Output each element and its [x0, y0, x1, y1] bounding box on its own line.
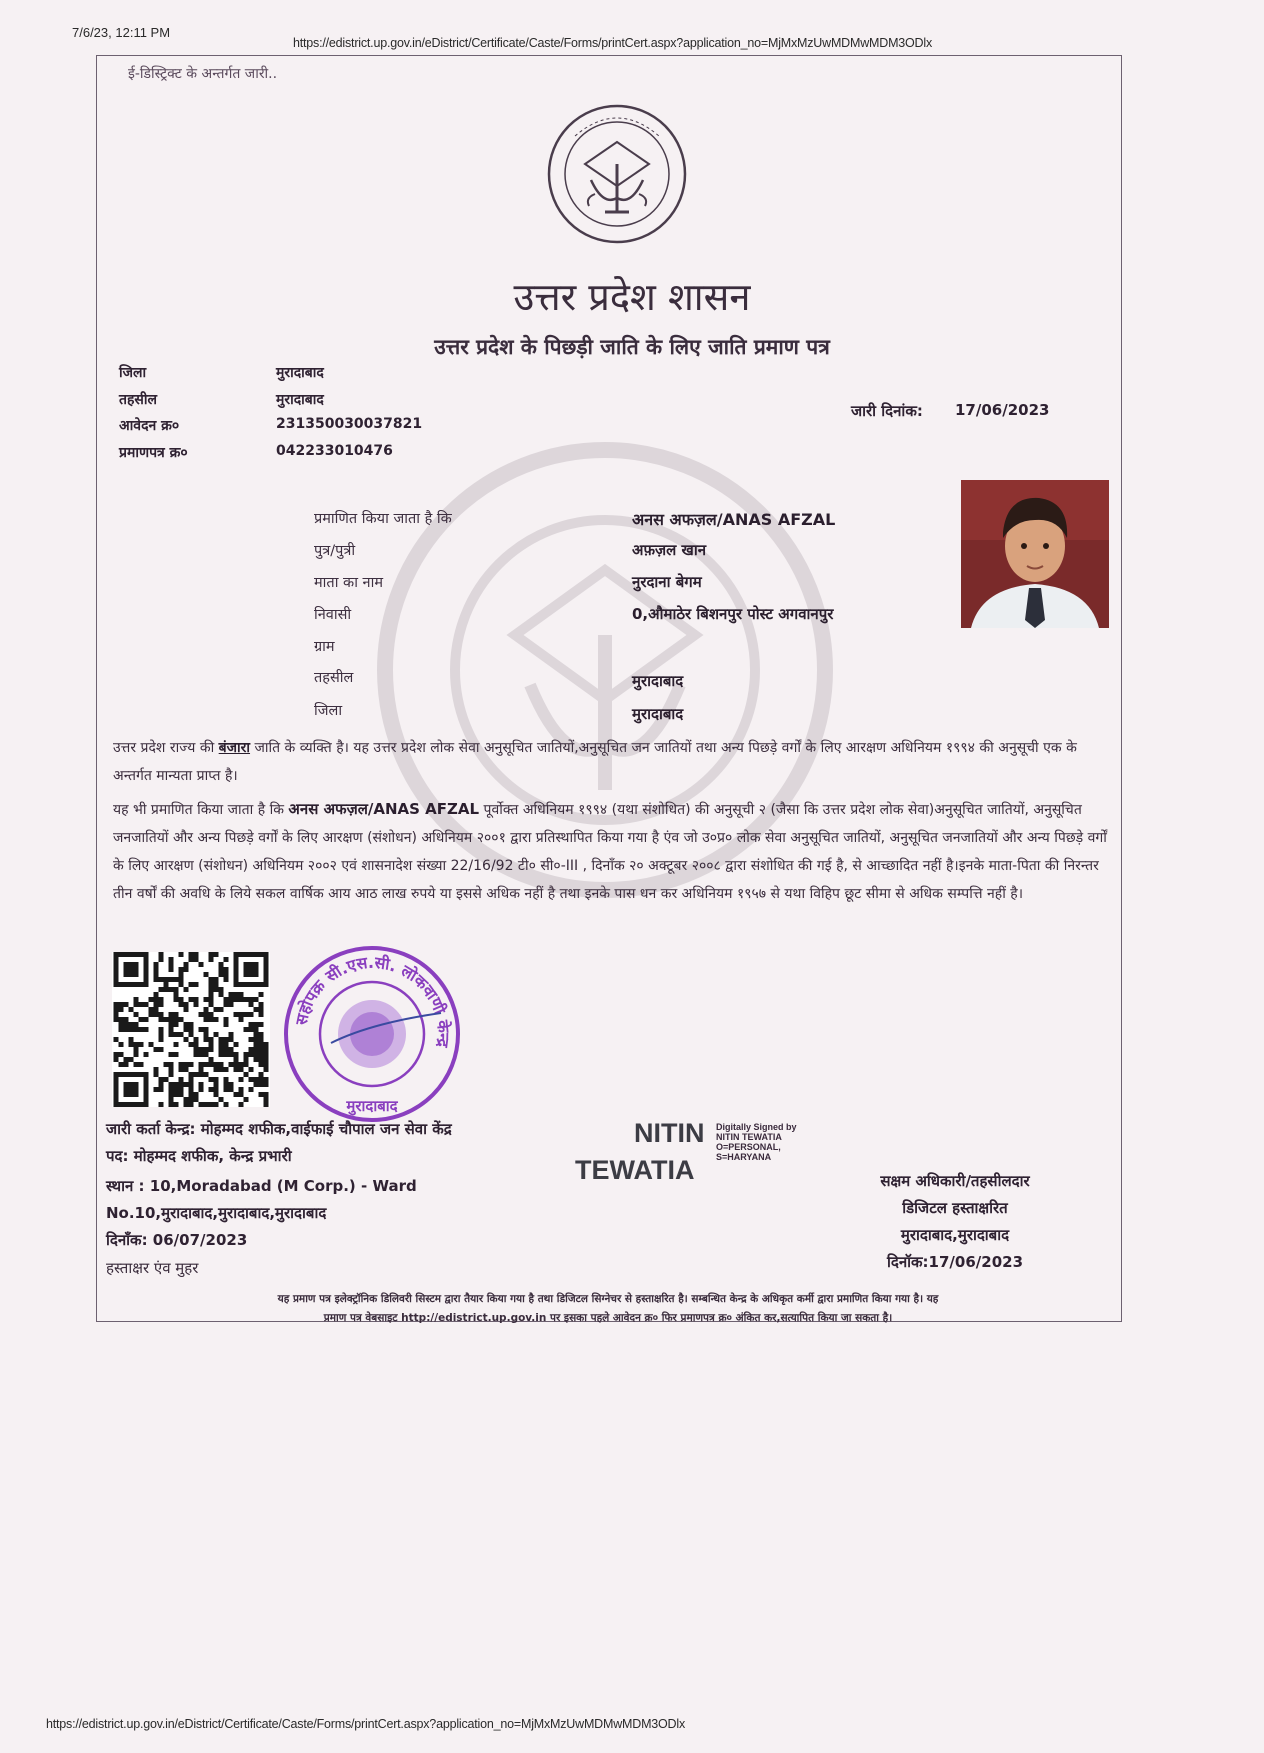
meta-district-label: जिला: [119, 365, 147, 381]
caste-name: बंजारा: [218, 740, 251, 756]
para2-applicant-name: अनस अफज़ल/ANAS AFZAL: [288, 800, 480, 818]
digital-signature-details: [716, 1122, 797, 1162]
issued-under-text: ई-डिस्ट्रिक्ट के अन्तर्गत जारी..: [128, 66, 278, 82]
authority-digital-signed: डिजिटल हस्ताक्षरित: [902, 1199, 1008, 1217]
person-district-label: जिला: [314, 703, 343, 719]
para2-intro: यह भी प्रमाणित किया जाता है कि: [113, 802, 289, 818]
government-title: उत्तर प्रदेश शासन: [513, 275, 751, 319]
lokvani-kendra-stamp: [281, 943, 463, 1125]
signature-detail-1: Digitally Signed by: [716, 1122, 797, 1132]
up-government-emblem: [545, 102, 689, 246]
applicant-photo: [961, 480, 1109, 628]
issuing-center: जारी कर्ता केन्द्र: मोहम्मद शफीक,वाईफाई चौपाल जन सेवा केंद्र: [106, 1120, 452, 1138]
father-name: अफ़ज़ल खान: [632, 541, 707, 559]
person-tehsil-label: तहसील: [314, 670, 354, 686]
meta-tehsil-label: तहसील: [119, 392, 157, 408]
verification-qr-code[interactable]: [112, 952, 270, 1107]
meta-application-number: 231350030037821: [276, 416, 423, 432]
footer-note-line2: प्रमाण पत्र वेबसाइट http://edistrict.up.gov.in पर इसका पहले आवेदन क्र० फिर प्रमाणपत्र क्र० अंकित कर,सत्यापित किया जा सकता है।: [323, 1312, 893, 1324]
stamp-place: मुरादाबाद: [346, 1097, 398, 1115]
footer-note-line1: यह प्रमाण पत्र इलेक्ट्रॉनिक डिलिवरी सिस्टम द्वारा तैयार किया गया है तथा डिजिटल सिग्नेचर से हस्ताक्षरित है। सम्बन्धित केन्द्र के अधिकृत कर्मी द्वारा प्रमाणित किया गया है। यह: [277, 1293, 939, 1305]
signature-detail-4: S=HARYANA: [716, 1152, 772, 1162]
sign-and-seal-label: हस्ताक्षर एंव मुहर: [106, 1259, 199, 1277]
signature-detail-2: NITIN TEWATIA: [716, 1132, 782, 1142]
creamy-layer-paragraph: [113, 795, 1111, 908]
print-url-header: https://edistrict.up.gov.in/eDistrict/Certificate/Caste/Forms/printCert.aspx?application_no=MjMxMzUwMDMwMDM3ODlx: [293, 36, 933, 50]
meta-certificate-label: प्रमाणपत्र क्र०: [119, 445, 188, 461]
footer-verification-note: [100, 1290, 1116, 1328]
authority-location: मुरादाबाद,मुरादाबाद: [900, 1226, 1010, 1244]
issuer-post: पद: मोहम्मद शफीक, केन्द्र प्रभारी: [106, 1147, 292, 1165]
para1-intro: उत्तर प्रदेश राज्य की: [113, 740, 219, 756]
meta-district-value: मुरादाबाद: [276, 365, 324, 381]
applicant-name: अनस अफज़ल/ANAS AFZAL: [632, 510, 836, 529]
caste-paragraph: [113, 734, 1111, 790]
print-timestamp: 7/6/23, 12:11 PM: [72, 25, 171, 40]
issuer-place-line1: स्थान : 10,Moradabad (M Corp.) - Ward: [106, 1177, 417, 1195]
para2-text: पूर्वोक्त अधिनियम १९९४ (यथा संशोधित) की अनुसूची २ (जैसा कि उत्तर प्रदेश लोक सेवा)अनुसूचित जातियों, अनुसूचित जनजातियों और अन्य पिछड़े वर्गों के लिए आरक्षण (संशोधन) अधिनियम २००१ द्वारा प्रतिस्थापित किया गया है एंव जो उ०प्र० लोक सेवा अनुसूचित जातियों, अनुसूचित जनजातियों और अन्य पिछड़े वर्गों के लिए आरक्षण (संशोधन) अधिनियम २००२ एवं शासनादेश संख्या 22/16/92 टी० सी०-III , दिनाँक २० अक्टूबर २००८ द्वारा संशोधित की गई है, से आच्छादित नहीं है।इनके माता-पिता की निरन्तर तीन वर्षों की अवधि के लिये सकल वार्षिक आय आठ लाख रुपये या इससे अधिक नहीं है तथा इनके पास धन कर अधिनियम १९५७ से यथा विहिप छूट सीमा से अधिक सम्पत्ति नहीं है।: [113, 802, 1107, 902]
person-tehsil-value: मुरादाबाद: [632, 672, 684, 690]
digital-signer-last-name: TEWATIA: [575, 1155, 695, 1185]
father-label: पुत्र/पुत्री: [314, 543, 356, 559]
resident-label: निवासी: [314, 607, 352, 623]
competent-authority-block: [840, 1168, 1070, 1276]
signature-detail-3: O=PERSONAL,: [716, 1142, 781, 1152]
authority-date: दिनॉक:17/06/2023: [886, 1253, 1024, 1271]
meta-tehsil-value: मुरादाबाद: [276, 392, 324, 408]
authority-title: सक्षम अधिकारी/तहसीलदार: [880, 1172, 1030, 1190]
para1-text: जाति के व्यक्ति है। यह उत्तर प्रदेश लोक सेवा अनुसूचित जातियों,अनुसूचित जन जातियों तथा अन्य पिछड़े वर्गों के लिए आरक्षण अधिनियम १९९४ की अनुसूची एक के अन्तर्गत मान्यता प्राप्त है।: [113, 740, 1077, 784]
issuer-date: दिनाँक: 06/07/2023: [106, 1231, 248, 1249]
person-district-value: मुरादाबाद: [632, 705, 684, 723]
print-url-footer: https://edistrict.up.gov.in/eDistrict/Certificate/Caste/Forms/printCert.aspx?application_no=MjMxMzUwMDMwMDM3ODlx: [46, 1717, 686, 1731]
mother-name: नुरदाना बेगम: [632, 573, 702, 591]
certificate-subtitle: उत्तर प्रदेश के पिछड़ी जाति के लिए जाति प्रमाण पत्र: [434, 335, 830, 359]
mother-label: माता का नाम: [314, 575, 384, 591]
village-label: ग्राम: [314, 639, 335, 655]
issuer-place-line2: No.10,मुरादाबाद,मुरादाबाद,मुरादाबाद: [106, 1204, 327, 1222]
issue-date-label: जारी दिनांक:: [851, 402, 923, 420]
issue-date-value: 17/06/2023: [955, 401, 1050, 419]
resident-address: 0,औमाठेर बिशनपुर पोस्ट अगवानपुर: [632, 605, 834, 623]
meta-application-label: आवेदन क्र०: [119, 418, 180, 434]
digital-signer-first-name: NITIN: [634, 1118, 705, 1148]
certified-label: प्रमाणित किया जाता है कि: [314, 511, 452, 527]
stamp-ring-text: सहोपक्र सी.एस.सी. लोकवाणी केन्द्र: [291, 952, 454, 1049]
meta-certificate-number: 042233010476: [276, 443, 393, 459]
